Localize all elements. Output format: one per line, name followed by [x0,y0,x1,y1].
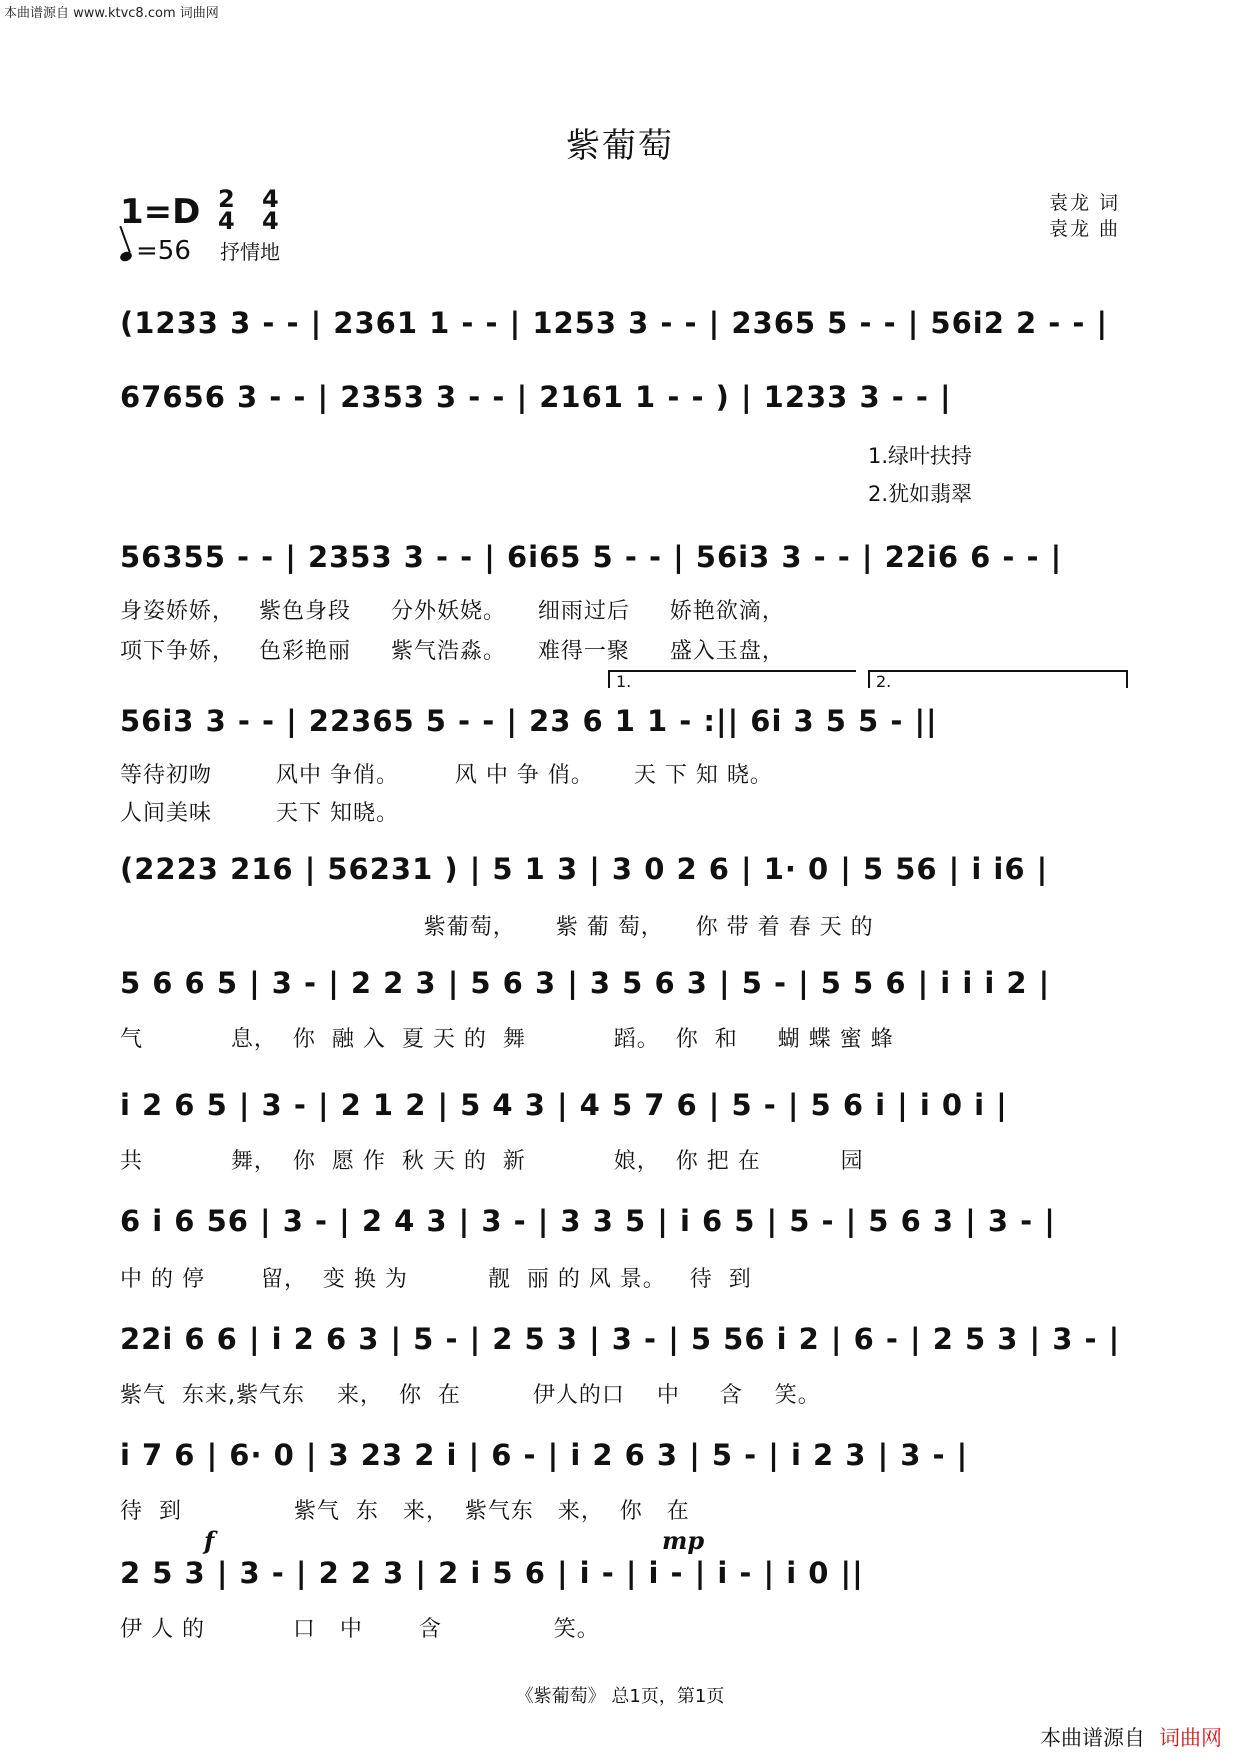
notation-line-7: i 2 6 5 | 3 - | 2 1 2 | 5 4 3 | 4 5 7 6 | 5 - | 5 6 i | i 0 i | [120,1088,1008,1122]
brand-mark [1040,1722,1222,1752]
tempo-value: =56 [136,236,191,266]
lyric-line-10: 待 到 紫气 东 来， 紫气东 来， 你 在 [120,1499,690,1524]
volta-second-ending: 2. [868,670,1128,688]
dynamic-mezzo-piano: mp [662,1526,705,1555]
lyric-line-8: 中 的 停 留， 变 换 为 靓 丽 的 风 景。 待 到 [120,1267,752,1292]
lyric-line-6: 气 息， 你 融 入 夏 天 的 舞 蹈。 你 和 蝴 蝶 蜜 蜂 [120,1027,894,1052]
lyric-line-3-verse-2: 项下争娇， 色彩艳丽 紫气浩淼。 难得一聚 盛入玉盘， [120,639,785,664]
notation-line-4: 56i3 3 - - | 22365 5 - - | 23 6 1 1 - :|| 6i 3 5 5 - || [120,704,938,738]
lyric-line-4-verse-1: 等待初吻 风中 争俏。 风 中 争 俏。 天 下 知 晓。 [120,763,773,788]
lyric-line-5: 紫葡萄， 紫 葡 萄， 你 带 着 春 天 的 [120,915,874,940]
notation-line-6: 5 6 6 5 | 3 - | 2 2 3 | 5 6 3 | 3 5 6 3 | 5 - | 5 5 6 | i i i 2 | [120,966,1051,1000]
brand-text: 本曲谱源自 [1040,1726,1145,1750]
notation-line-11: 2 5 3 | 3 - | 2 2 3 | 2 i 5 6 | i - | i - | i - | i 0 || [120,1556,864,1590]
notation-line-5: (2223 216 | 56231 ) | 5 1 3 | 3 0 2 6 | 1· 0 | 5 56 | i i6 | [120,852,1049,886]
song-title: 紫葡萄 [566,126,674,166]
quarter-note-icon [119,250,133,263]
lyric-line-11: 伊 人 的 口 中 含 笑。 [120,1617,600,1642]
notation-line-10: i 7 6 | 6· 0 | 3 23 2 i | 6 - | i 2 6 3 | 5 - | i 2 3 | 3 - | [120,1438,969,1472]
expression-mark: 抒情地 [220,240,280,264]
meter-top: 2 [218,185,235,213]
tempo-marking [120,236,191,266]
key-signature: 1=D [120,192,201,232]
composer-credit: 袁龙 曲 [1048,218,1120,240]
volta-first-ending: 1. [608,670,856,688]
time-signature-2 [262,185,279,235]
notation-line-8: 6 i 6 56 | 3 - | 2 4 3 | 3 - | 3 3 5 | i 6 5 | 5 - | 5 6 3 | 3 - | [120,1204,1056,1238]
page-footer: 《紫葡萄》 总1页，第1页 [515,1686,725,1707]
brand-text-red: 词曲网 [1159,1726,1222,1750]
lyric-line-7: 共 舞， 你 愿 作 秋 天 的 新 娘， 你 把 在 园 [120,1149,864,1174]
time-signature-1 [218,185,235,235]
verse-label-1: 1.绿叶扶持 [868,444,973,468]
notation-line-9: 22i 6 6 | i 2 6 3 | 5 - | 2 5 3 | 3 - | 5 56 i 2 | 6 - | 2 5 3 | 3 - | [120,1322,1121,1356]
lyric-line-9: 紫气 东来,紫气东 来， 你 在 伊人的口 中 含 笑。 [120,1383,821,1408]
source-header: 本曲谱源自 www.ktvc8.com 词曲网 [4,6,219,21]
notation-line-1: (1233 3 - - | 2361 1 - - | 1253 3 - - | 2365 5 - - | 56i2 2 - - | [120,306,1109,340]
meter-bottom: 4 [262,207,279,235]
notation-line-2: 67656 3 - - | 2353 3 - - | 2161 1 - - ) | 1233 3 - - | [120,380,952,414]
notation-line-3: 56355 - - | 2353 3 - - | 6i65 5 - - | 56i3 3 - - | 22i6 6 - - | [120,540,1063,574]
dynamic-forte: f [204,1526,215,1555]
verse-label-2: 2.犹如翡翠 [868,482,973,506]
lyricist-credit: 袁龙 词 [1048,192,1120,214]
meter-bottom: 4 [218,207,235,235]
lyric-line-4-verse-2: 人间美味 天下 知晓。 [120,801,399,826]
meter-top: 4 [262,185,279,213]
lyric-line-3-verse-1: 身姿娇娇， 紫色身段 分外妖娆。 细雨过后 娇艳欲滴， [120,599,785,624]
